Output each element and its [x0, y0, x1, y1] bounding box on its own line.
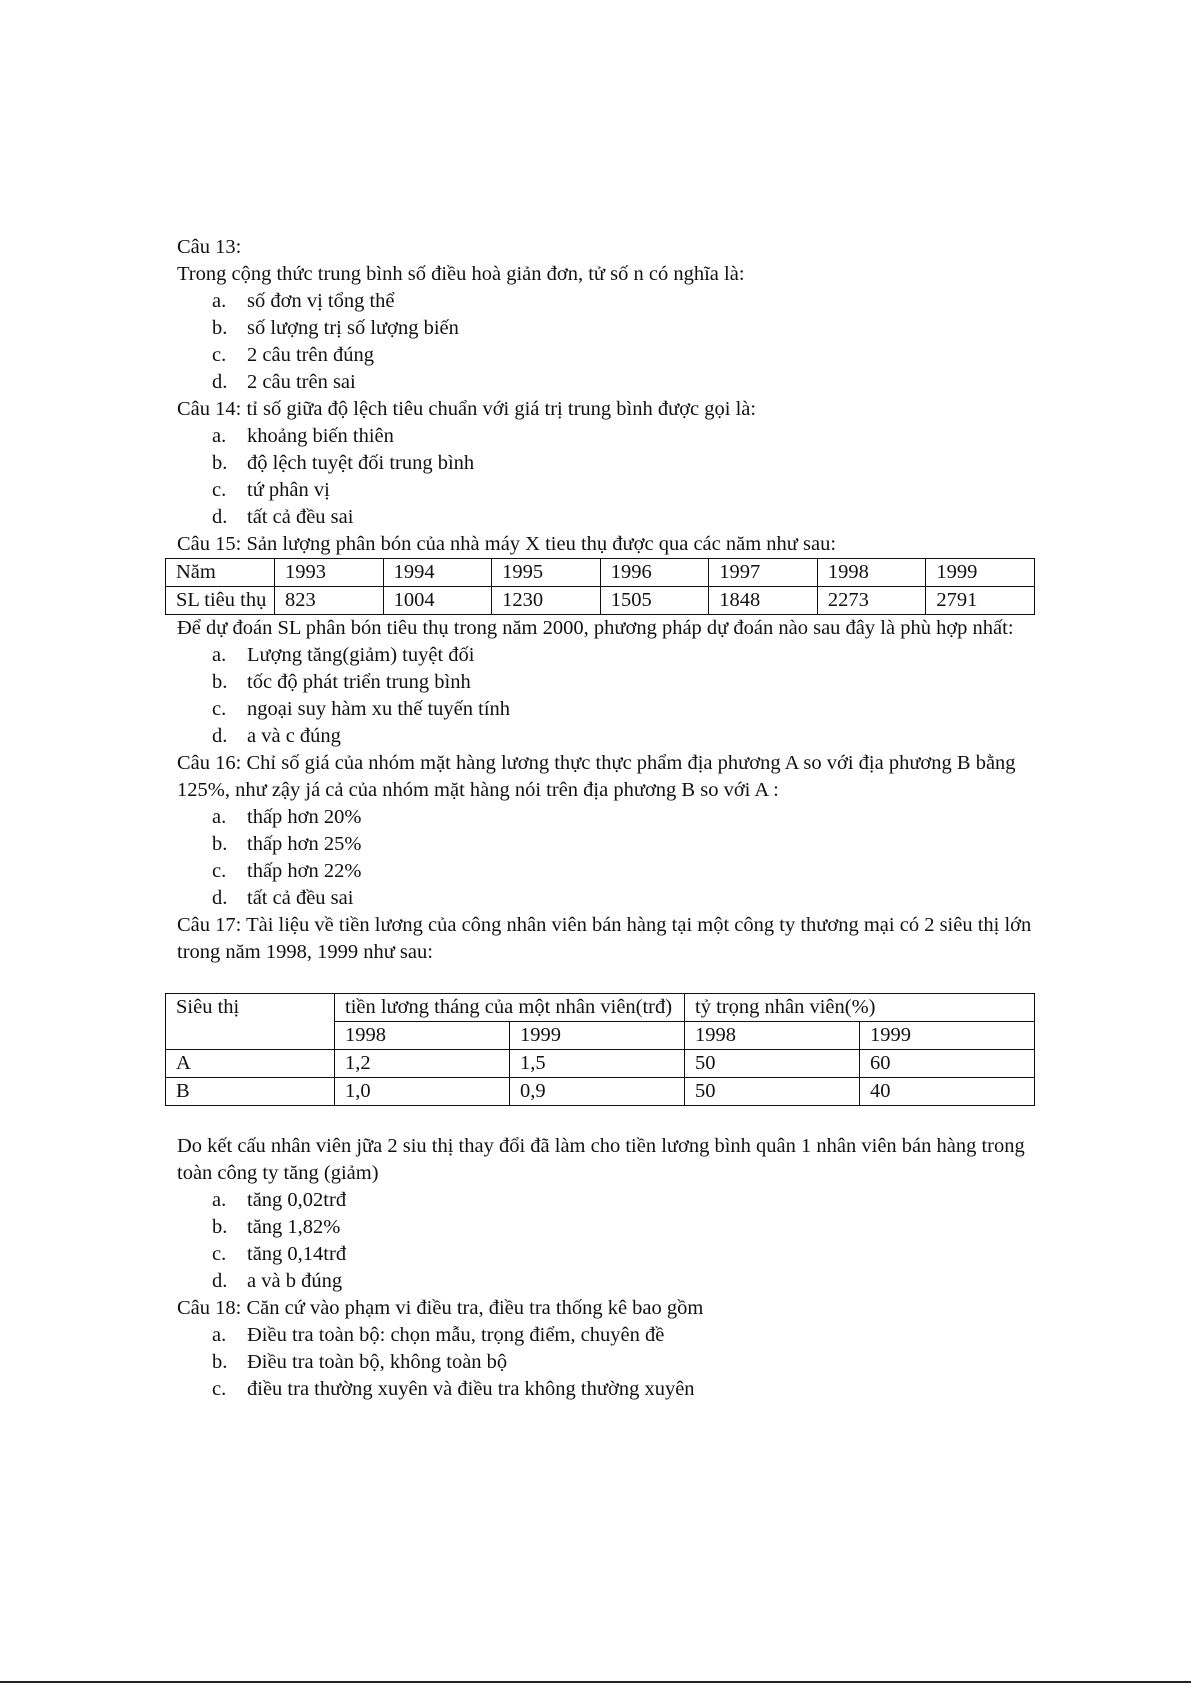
option-letter: a. [212, 290, 227, 312]
option-text: tứ phân vị [247, 479, 330, 501]
table-cell: tỷ trọng nhân viên(%) [685, 994, 1035, 1022]
option-letter: b. [212, 1216, 228, 1238]
option-text: ngoại suy hàm xu thế tuyến tính [247, 698, 511, 720]
q13-option-d [177, 369, 1037, 396]
table-row [166, 1078, 1035, 1106]
q15-option-a [177, 642, 1037, 669]
q14-option-c [177, 477, 1037, 504]
q14-options [177, 423, 1037, 531]
q15-option-c [177, 696, 1037, 723]
option-letter: b. [212, 317, 228, 339]
table-cell: 1,5 [510, 1050, 685, 1078]
table-cell: 60 [860, 1050, 1035, 1078]
table-cell: tiền lương tháng của một nhân viên(trđ) [335, 994, 685, 1022]
option-letter: c. [212, 860, 227, 882]
spacer [177, 966, 1037, 993]
option-text: tăng 0,14trđ [247, 1243, 347, 1265]
table-cell: Năm [166, 559, 275, 587]
option-letter: b. [212, 452, 228, 474]
q18-option-b [177, 1349, 1037, 1376]
table-row [166, 994, 1035, 1022]
option-text: tốc độ phát triển trung bình [247, 671, 471, 693]
option-text: tăng 1,82% [247, 1216, 341, 1238]
q15-sales-table [165, 558, 1035, 615]
q14-stem: Câu 14: tỉ số giữa độ lệch tiêu chuẩn với giá trị trung bình được gọi là: [177, 398, 757, 420]
table-cell: A [166, 1050, 335, 1078]
q17-stem: Câu 17: Tài liệu về tiền lương của công nhân viên bán hàng tại một công ty thương mại có 2 siêu thị lớn trong năm 1998, 1999 như sau: [177, 914, 1032, 963]
q17-options [177, 1187, 1037, 1295]
option-letter: d. [212, 1270, 228, 1292]
table-row [166, 587, 1035, 615]
option-letter: a. [212, 644, 227, 666]
q17-wage-table [165, 993, 1035, 1106]
option-text: số đơn vị tổng thể [247, 290, 395, 312]
q15-option-b [177, 669, 1037, 696]
option-letter: d. [212, 506, 228, 528]
table-cell: 50 [685, 1050, 860, 1078]
q15-option-d [177, 723, 1037, 750]
table-cell: 2791 [926, 587, 1035, 615]
table-cell: 1230 [492, 587, 601, 615]
option-letter: c. [212, 479, 227, 501]
option-letter: a. [212, 806, 227, 828]
option-text: thấp hơn 22% [247, 860, 362, 882]
option-letter: c. [212, 1243, 227, 1265]
table-cell: 1999 [926, 559, 1035, 587]
q18-option-a [177, 1322, 1037, 1349]
q13-option-a [177, 288, 1037, 315]
table-cell: 1999 [860, 1022, 1035, 1050]
table-cell: 1994 [383, 559, 492, 587]
table-cell: 1993 [275, 559, 384, 587]
option-text: khoảng biến thiên [247, 425, 394, 447]
spacer [177, 1106, 1037, 1133]
option-letter: c. [212, 698, 227, 720]
q15-stem: Câu 15: Sản lượng phân bón của nhà máy X tieu thụ được qua các năm như sau: [177, 533, 837, 555]
q18-stem: Câu 18: Căn cứ vào phạm vi điều tra, điều tra thống kê bao gồm [177, 1297, 704, 1319]
table-cell: SL tiêu thụ [166, 587, 275, 615]
option-text: độ lệch tuyệt đối trung bình [247, 452, 475, 474]
table-cell: 40 [860, 1078, 1035, 1106]
option-letter: c. [212, 344, 227, 366]
table-cell: Siêu thị [166, 994, 335, 1050]
q16-option-b [177, 831, 1037, 858]
table-cell: 1997 [709, 559, 818, 587]
option-letter: d. [212, 725, 228, 747]
exam-page [177, 234, 1037, 1403]
option-letter: d. [212, 887, 228, 909]
q14-option-a [177, 423, 1037, 450]
table-cell: 1996 [600, 559, 709, 587]
option-text: số lượng trị số lượng biến [247, 317, 459, 339]
table-row [166, 1050, 1035, 1078]
table-cell: 1848 [709, 587, 818, 615]
q17-option-d [177, 1268, 1037, 1295]
option-letter: b. [212, 671, 228, 693]
q15-options [177, 642, 1037, 750]
q16-option-a [177, 804, 1037, 831]
table-cell: 1,2 [335, 1050, 510, 1078]
table-cell: B [166, 1078, 335, 1106]
table-cell: 1004 [383, 587, 492, 615]
option-text: tất cả đều sai [247, 887, 354, 909]
option-text: tăng 0,02trđ [247, 1189, 347, 1211]
table-cell: 1998 [817, 559, 926, 587]
q18-option-c [177, 1376, 1037, 1403]
q17-option-b [177, 1214, 1037, 1241]
table-cell: 1995 [492, 559, 601, 587]
table-cell: 823 [275, 587, 384, 615]
option-text: tất cả đều sai [247, 506, 354, 528]
q13-option-b [177, 315, 1037, 342]
option-text: a và b đúng [247, 1270, 343, 1292]
option-letter: d. [212, 371, 228, 393]
option-text: a và c đúng [247, 725, 341, 747]
q13-options [177, 288, 1037, 396]
option-text: 2 câu trên đúng [247, 344, 374, 366]
table-cell: 0,9 [510, 1078, 685, 1106]
q16-option-d [177, 885, 1037, 912]
table-cell: 1505 [600, 587, 709, 615]
option-letter: a. [212, 1324, 227, 1346]
q16-options [177, 804, 1037, 912]
q14-option-b [177, 450, 1037, 477]
option-text: thấp hơn 25% [247, 833, 362, 855]
option-letter: c. [212, 1378, 227, 1400]
q14-option-d [177, 504, 1037, 531]
table-cell: 1998 [335, 1022, 510, 1050]
table-cell: 1,0 [335, 1078, 510, 1106]
option-letter: b. [212, 1351, 228, 1373]
option-text: thấp hơn 20% [247, 806, 362, 828]
option-letter: a. [212, 1189, 227, 1211]
option-letter: b. [212, 833, 228, 855]
table-cell: 50 [685, 1078, 860, 1106]
option-text: điều tra thường xuyên và điều tra không thường xuyên [247, 1378, 695, 1400]
q17-option-a [177, 1187, 1037, 1214]
q18-options [177, 1322, 1037, 1403]
q13-option-c [177, 342, 1037, 369]
option-text: 2 câu trên sai [247, 371, 356, 393]
option-letter: a. [212, 425, 227, 447]
q17-question: Do kết cấu nhân viên jữa 2 siu thị thay đổi đã làm cho tiền lương bình quân 1 nhân viên bán hàng trong toàn công ty tăng (giảm) [177, 1135, 1025, 1184]
q13-title: Câu 13: [177, 236, 242, 258]
table-row [166, 559, 1035, 587]
option-text: Điều tra toàn bộ: chọn mẫu, trọng điểm, chuyên đề [247, 1324, 665, 1346]
q13-stem: Trong cộng thức trung bình số điều hoà giản đơn, tử số n có nghĩa là: [177, 263, 745, 285]
table-cell: 1999 [510, 1022, 685, 1050]
table-cell: 2273 [817, 587, 926, 615]
table-cell: 1998 [685, 1022, 860, 1050]
q17-option-c [177, 1241, 1037, 1268]
q15-question: Để dự đoán SL phân bón tiêu thụ trong năm 2000, phương pháp dự đoán nào sau đây là phù hợp nhất: [177, 617, 1014, 639]
option-text: Điều tra toàn bộ, không toàn bộ [247, 1351, 508, 1373]
option-text: Lượng tăng(giảm) tuyệt đối [247, 644, 475, 666]
q16-stem: Câu 16: Chỉ số giá của nhóm mặt hàng lương thực thực phẩm địa phương A so với địa phương B bằng 125%, như zậy já cả của nhóm mặt hàng nói trên địa phương B so với A : [177, 752, 1016, 801]
page-bottom-rule [0, 1681, 1191, 1683]
q16-option-c [177, 858, 1037, 885]
